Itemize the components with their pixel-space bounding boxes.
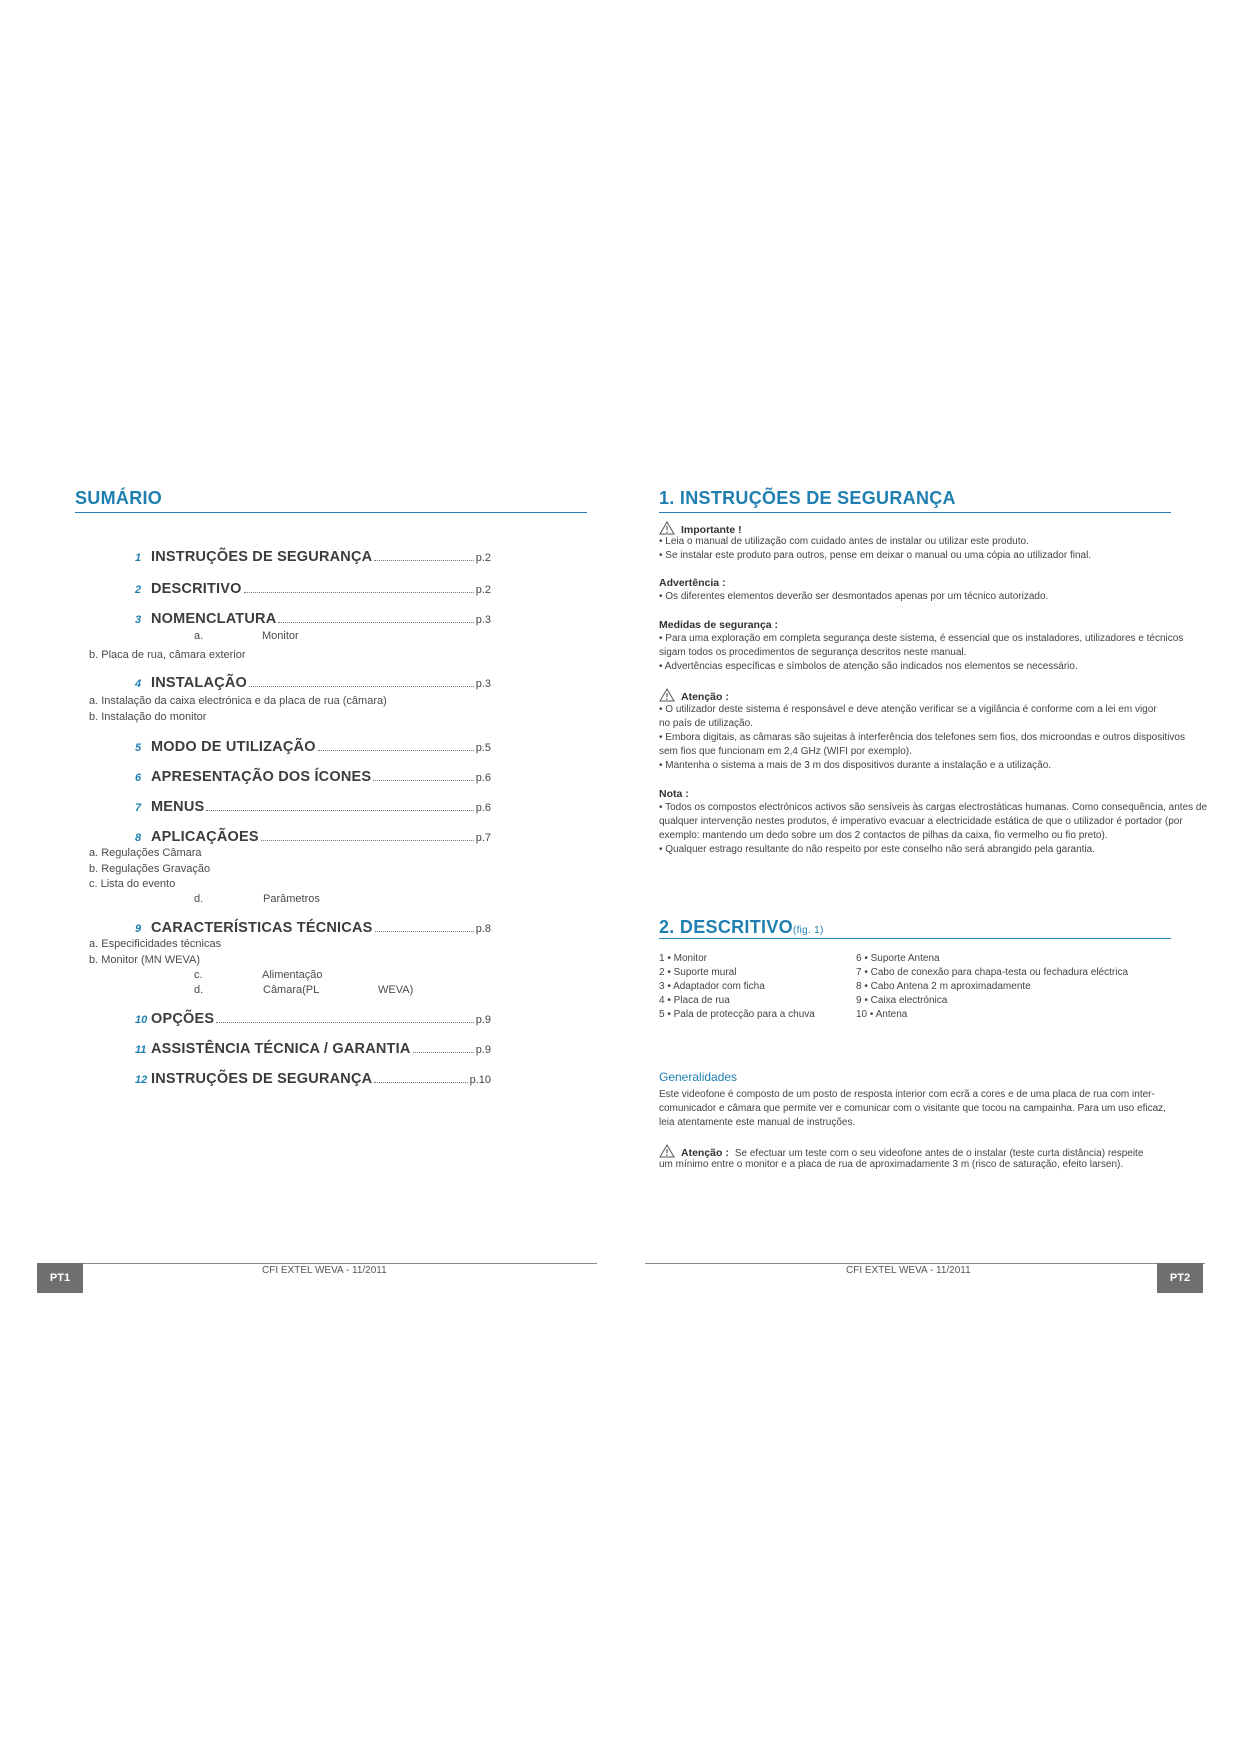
- atencao-line: • O utilizador deste sistema é responsável e deve atenção verificar se a vigilância é conforme com a lei em vigor: [659, 704, 1157, 715]
- toc-entry[interactable]: [135, 675, 491, 691]
- parts-list-right: [856, 952, 1128, 1022]
- toc-page: p.10: [469, 1074, 491, 1086]
- section-title-2-text: 2. DESCRITIVO: [659, 917, 793, 937]
- part-item: 10 • Antena: [856, 1009, 908, 1020]
- toc-entry[interactable]: [135, 1041, 491, 1057]
- nota-line: exemplo: mantendo um dedo sobre um dos 2 contactos de pilhas da caixa, fio vermelho ou fio preto).: [659, 830, 1108, 841]
- medidas-heading: Medidas de segurança :: [659, 619, 779, 631]
- toc-title-rule: [75, 512, 587, 513]
- footer-rule: [645, 1263, 1205, 1264]
- toc-sub-letter: d.: [194, 984, 204, 996]
- footer-rule: [37, 1263, 597, 1264]
- toc-leader: [249, 686, 474, 687]
- toc-page: p.3: [475, 678, 491, 690]
- toc-leader: [206, 810, 473, 811]
- toc-entry[interactable]: [135, 769, 491, 785]
- toc-leader: [261, 840, 474, 841]
- toc-page: p.2: [475, 552, 491, 564]
- final-warning-line-2: um mínimo entre o monitor e a placa de rua de aproximadamente 3 m (risco de saturação, efeito larsen).: [659, 1159, 1124, 1170]
- toc-number: 4: [135, 678, 142, 690]
- toc-number: 2: [135, 584, 142, 596]
- toc-sub-item: a. Regulações Câmara: [89, 847, 202, 859]
- nota-line: • Todos os compostos electrónicos activos são sensíveis às cargas electrostáticas humanas. Como consequência, antes de: [659, 802, 1208, 813]
- toc-label: DESCRITIVO: [151, 581, 242, 597]
- toc-sub-item: c. Lista do evento: [89, 878, 176, 890]
- final-warning-text: Se efectuar um teste com o seu videofone antes de o instalar (teste curta distância) respeite: [734, 1148, 1144, 1159]
- toc-leader: [374, 560, 473, 561]
- toc-leader: [318, 750, 474, 751]
- parts-list-left: [659, 952, 815, 1022]
- toc-leader: [374, 1082, 467, 1083]
- atencao-line: sem fios que funcionam em 2,4 GHz (WIFI por exemplo).: [659, 746, 912, 757]
- toc-leader: [244, 592, 474, 593]
- toc-page: p.3: [475, 614, 491, 626]
- general-line: comunicador e câmara que permite ver e comunicar com o visitante que tocou na campainha. Para um uso eficaz,: [659, 1103, 1166, 1114]
- atencao-line: • Mantenha o sistema a mais de 3 m dos dispositivos durante a instalação e a utilização.: [659, 760, 1052, 771]
- warning-hand-icon: [659, 521, 675, 535]
- toc-label: INSTALAÇÃO: [151, 675, 247, 691]
- toc-number: 10: [135, 1014, 148, 1026]
- toc-entry[interactable]: [135, 829, 491, 845]
- toc-number: 11: [135, 1044, 147, 1056]
- page-number-tab: PT2: [1157, 1263, 1203, 1293]
- toc-title: SUMÁRIO: [75, 488, 163, 508]
- footer-text: CFI EXTEL WEVA - 11/2011: [846, 1265, 971, 1276]
- toc-number: 3: [135, 614, 142, 626]
- section-title: 1. INSTRUÇÕES DE SEGURANÇA: [659, 488, 956, 508]
- general-heading: Generalidades: [659, 1070, 738, 1084]
- toc-sub-item: a. Instalação da caixa electrónica e da placa de rua (câmara): [89, 695, 387, 707]
- toc-label: INSTRUÇÕES DE SEGURANÇA: [151, 1071, 373, 1087]
- toc-label: INSTRUÇÕES DE SEGURANÇA: [151, 549, 373, 565]
- figure-reference: (fig. 1): [792, 925, 824, 936]
- toc-number: 6: [135, 772, 142, 784]
- toc-entry[interactable]: [135, 799, 491, 815]
- toc-sub-item: WEVA): [378, 984, 414, 996]
- warning-hand-icon: [659, 688, 675, 702]
- nota-line: • Qualquer estrago resultante do não respeito por este conselho não será abrangido pela garantia.: [659, 844, 1096, 855]
- toc-number: 12: [135, 1074, 148, 1086]
- toc-sub-item: b. Monitor (MN WEVA): [89, 954, 201, 966]
- toc-sub-item: b. Regulações Gravação: [89, 863, 211, 875]
- toc-sub-letter: a.: [194, 630, 204, 642]
- important-line: • Leia o manual de utilização com cuidado antes de instalar ou utilizar este produto.: [659, 536, 1029, 547]
- part-item: 8 • Cabo Antena 2 m aproximadamente: [856, 981, 1031, 992]
- toc-sub-item: b. Instalação do monitor: [89, 711, 207, 723]
- toc-entry[interactable]: [135, 1071, 491, 1087]
- toc-entry[interactable]: [135, 739, 491, 755]
- toc-sub-letter: c.: [194, 969, 203, 981]
- toc-page: p.9: [475, 1014, 491, 1026]
- toc-number: 5: [135, 742, 142, 754]
- toc-entry[interactable]: [135, 549, 491, 565]
- final-warning-head: Atenção :: [681, 1147, 729, 1159]
- toc-sub-item: Câmara(PL: [263, 984, 320, 996]
- toc-number: 9: [135, 923, 142, 935]
- toc-label: OPÇÕES: [151, 1011, 215, 1027]
- important-heading-text: Importante !: [681, 524, 742, 536]
- toc-sub-item: Parâmetros: [263, 893, 320, 905]
- toc-sub-item: b. Placa de rua, câmara exterior: [89, 649, 246, 661]
- nota-heading: Nota :: [659, 788, 689, 800]
- part-item: 4 • Placa de rua: [659, 995, 730, 1006]
- toc-number: 1: [135, 552, 142, 564]
- atencao-heading: [659, 688, 729, 704]
- toc-sub-item: a. Especificidades técnicas: [89, 938, 222, 950]
- toc-label: MENUS: [151, 799, 205, 815]
- toc-page: p.5: [475, 742, 491, 754]
- medidas-line: • Advertências específicas e símbolos de atenção são indicados nos elementos se necessário.: [659, 661, 1078, 672]
- toc-leader: [216, 1022, 473, 1023]
- page-number-tab: PT1: [37, 1263, 83, 1293]
- toc-number: 8: [135, 832, 142, 844]
- part-item: 7 • Cabo de conexão para chapa-testa ou fechadura eléctrica: [856, 967, 1129, 978]
- section-title-2-rule: [659, 938, 1171, 939]
- important-line: • Se instalar este produto para outros, pense em deixar o manual ou uma cópia ao utilizador final.: [659, 550, 1092, 561]
- section-title-2: [659, 917, 824, 938]
- part-item: 1 • Monitor: [659, 953, 707, 964]
- toc-page: p.2: [475, 584, 491, 596]
- toc-sub-item: Alimentação: [262, 969, 323, 981]
- part-item: 2 • Suporte mural: [659, 967, 737, 978]
- toc-label: MODO DE UTILIZAÇÃO: [151, 739, 316, 755]
- warning-hand-icon: [659, 1144, 675, 1158]
- toc-page: p.9: [475, 1044, 491, 1056]
- part-item: 6 • Suporte Antena: [856, 953, 940, 964]
- medidas-line: • Para uma exploração em completa segurança deste sistema, é essencial que os instaladores, utilizadores e técnicos: [659, 633, 1184, 644]
- toc-entry[interactable]: [135, 920, 491, 936]
- toc-sub-item: Monitor: [262, 630, 299, 642]
- part-item: 5 • Pala de protecção para a chuva: [659, 1009, 815, 1020]
- toc-leader: [373, 780, 473, 781]
- footer-text: CFI EXTEL WEVA - 11/2011: [262, 1265, 387, 1276]
- toc-label: CARACTERÍSTICAS TÉCNICAS: [151, 920, 373, 936]
- toc-sub-letter: d.: [194, 893, 204, 905]
- advert-line: • Os diferentes elementos deverão ser desmontados apenas por um técnico autorizado.: [659, 591, 1049, 602]
- toc-leader: [375, 931, 474, 932]
- toc-entry[interactable]: [135, 611, 491, 627]
- nota-line: qualquer intervenção nestes produtos, é imperativo evacuar a electricidade estática de que o utilizador é portador (por: [659, 816, 1183, 827]
- toc-leader: [278, 622, 473, 623]
- general-line: leia atentamente este manual de instruções.: [659, 1117, 856, 1128]
- toc-page: p.8: [475, 923, 491, 935]
- section-title-rule: [659, 512, 1171, 513]
- atencao-heading-text: Atenção :: [681, 691, 729, 703]
- toc-page: p.6: [475, 772, 491, 784]
- toc-entry[interactable]: [135, 1011, 491, 1027]
- toc-leader: [413, 1052, 474, 1053]
- advert-heading: Advertência :: [659, 577, 726, 589]
- toc-label: APLICAÇÃOES: [151, 829, 259, 845]
- part-item: 3 • Adaptador com ficha: [659, 981, 765, 992]
- part-item: 9 • Caixa electrónica: [856, 995, 948, 1006]
- toc-number: 7: [135, 802, 142, 814]
- atencao-line: • Embora digitais, as câmaras são sujeitas à interferência dos telefones sem fios, dos microondas e outros dispositivos: [659, 732, 1185, 743]
- general-line: Este videofone é composto de um posto de resposta interior com ecrã a cores e de uma placa de rua com inter-: [659, 1089, 1155, 1100]
- toc-label: ASSISTÊNCIA TÉCNICA / GARANTIA: [151, 1041, 411, 1057]
- medidas-line: sigam todos os procedimentos de segurança descritos neste manual.: [659, 647, 967, 658]
- toc-label: NOMENCLATURA: [151, 611, 277, 627]
- toc-entry[interactable]: [135, 581, 491, 597]
- toc-page: p.7: [475, 832, 491, 844]
- toc-label: APRESENTAÇÃO DOS ÍCONES: [151, 769, 372, 785]
- toc-page: p.6: [475, 802, 491, 814]
- atencao-line: no país de utilização.: [659, 718, 753, 729]
